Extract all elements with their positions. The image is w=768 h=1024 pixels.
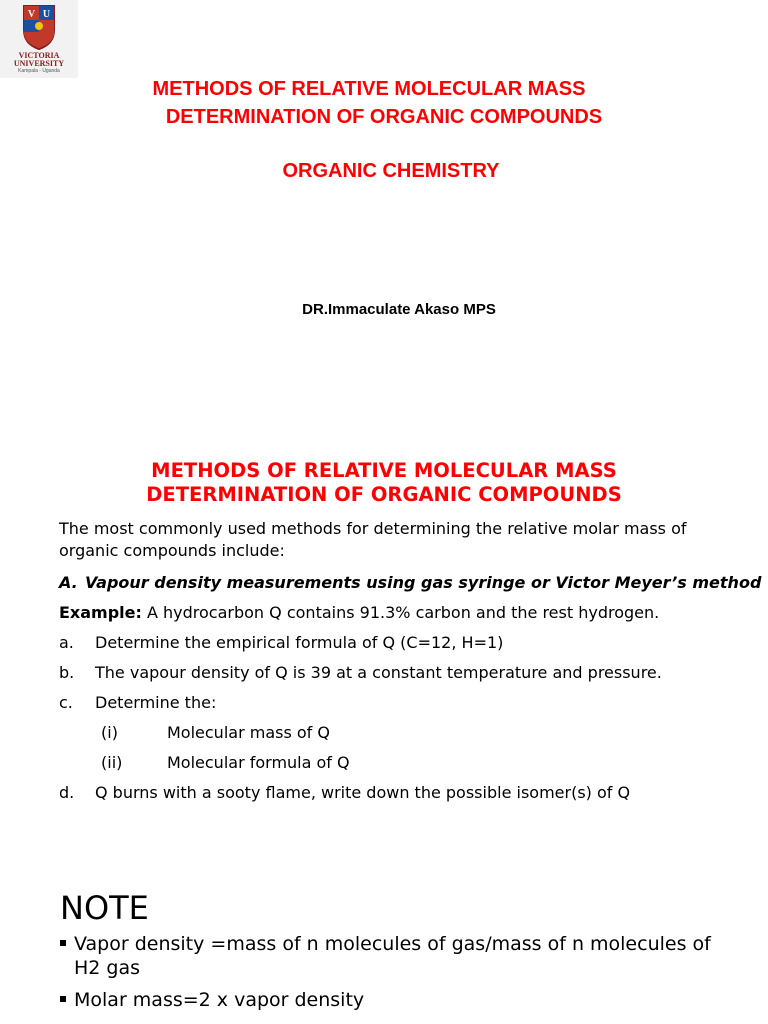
slide-title-line-1: METHODS OF RELATIVE MOLECULAR MASS <box>151 459 617 482</box>
title-slide <box>0 0 768 434</box>
logo-text-university: UNIVERSITY <box>13 59 65 68</box>
list-item <box>59 778 749 808</box>
sub-list-text: Molecular mass of Q <box>167 723 330 742</box>
bullet-square-icon <box>60 940 66 946</box>
list-text: Q burns with a sooty flame, write down the possible isomer(s) of Q <box>95 783 631 802</box>
slide-title <box>0 459 768 507</box>
sub-list-marker: (ii) <box>101 753 123 772</box>
note-bullet <box>60 932 740 980</box>
title-line-1: METHODS OF RELATIVE MOLECULAR MASS <box>152 78 586 100</box>
list-item <box>59 628 749 658</box>
note-bullet <box>60 988 740 1012</box>
method-heading <box>59 568 762 598</box>
sub-list-marker: (i) <box>101 723 118 742</box>
note-bullet-text: Vapor density =mass of n molecules of gas/mass of n molecules of H2 gas <box>74 933 711 979</box>
method-text: Vapour density measurements using gas syringe or Victor Meyer’s method <box>85 573 762 592</box>
university-crest-icon <box>22 4 56 50</box>
list-text: Determine the empirical formula of Q (C=12, H=1) <box>95 633 504 652</box>
note-bullet-text: Molar mass=2 x vapor density <box>74 989 365 1011</box>
list-marker: d. <box>59 783 75 802</box>
bullet-square-icon <box>60 996 66 1002</box>
university-logo <box>0 0 78 78</box>
list-item <box>59 658 749 688</box>
sub-list-item <box>59 748 749 778</box>
logo-text-location: Kampala - Uganda <box>18 68 60 74</box>
example-line <box>59 598 749 628</box>
list-item <box>59 688 749 718</box>
note-slide <box>0 854 768 1024</box>
svg-text:V: V <box>27 9 36 20</box>
methods-slide <box>0 434 768 854</box>
example-text: A hydrocarbon Q contains 91.3% carbon and the rest hydrogen. <box>141 603 660 622</box>
example-label: Example: <box>59 603 142 622</box>
list-text: Determine the: <box>95 693 217 712</box>
list-marker: a. <box>59 633 74 652</box>
method-marker: A. <box>59 573 78 592</box>
svg-text:U: U <box>42 9 51 20</box>
list-marker: b. <box>59 663 75 682</box>
note-bullet-list <box>60 932 740 1020</box>
author-name: DR.Immaculate Akaso MPS <box>302 301 496 318</box>
presentation-title <box>0 75 768 131</box>
title-line-2: DETERMINATION OF ORGANIC COMPOUNDS <box>165 106 603 128</box>
sub-list-item <box>59 718 749 748</box>
list-text: The vapour density of Q is 39 at a constant temperature and pressure. <box>95 663 662 682</box>
sub-list-text: Molecular formula of Q <box>167 753 350 772</box>
list-marker: c. <box>59 693 73 712</box>
logo-text-victoria: VICTORIA <box>18 51 60 60</box>
note-title: NOTE <box>60 889 149 927</box>
slide-body <box>59 518 762 808</box>
intro-paragraph: The most commonly used methods for determining the relative molar mass of organic compounds include: <box>59 519 687 560</box>
presentation-subtitle: ORGANIC CHEMISTRY <box>282 160 500 182</box>
slide-title-line-2: DETERMINATION OF ORGANIC COMPOUNDS <box>146 483 622 506</box>
